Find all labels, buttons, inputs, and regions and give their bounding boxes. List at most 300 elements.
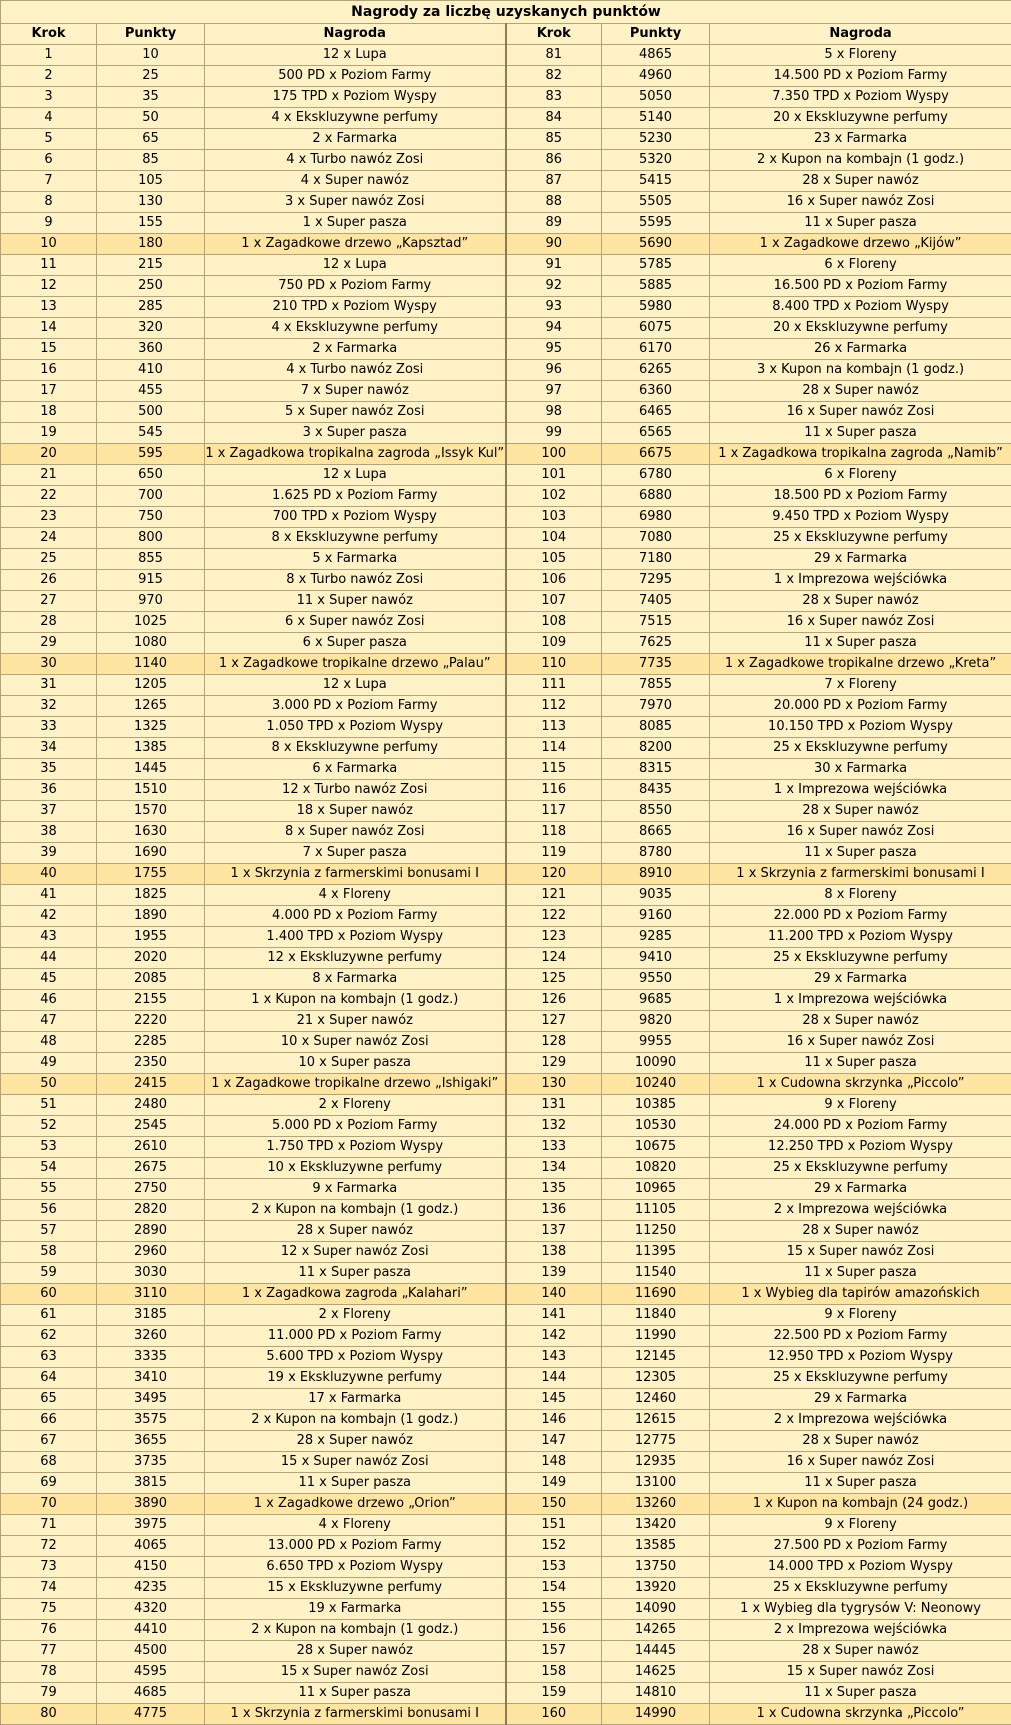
cell-step: 62 xyxy=(1,1326,97,1347)
cell-step: 155 xyxy=(506,1599,602,1620)
table-row xyxy=(1,192,1011,213)
cell-points: 9410 xyxy=(602,948,710,969)
cell-points: 3260 xyxy=(97,1326,205,1347)
cell-reward: 3 x Super pasza xyxy=(205,423,506,444)
cell-reward: 28 x Super nawóz xyxy=(205,1641,506,1662)
cell-step: 34 xyxy=(1,738,97,759)
cell-points: 13920 xyxy=(602,1578,710,1599)
cell-points: 1385 xyxy=(97,738,205,759)
cell-reward: 25 x Ekskluzywne perfumy xyxy=(710,1578,1011,1599)
cell-step: 116 xyxy=(506,780,602,801)
cell-reward: 1 x Kupon na kombajn (1 godz.) xyxy=(205,990,506,1011)
cell-step: 152 xyxy=(506,1536,602,1557)
cell-points: 2415 xyxy=(97,1074,205,1095)
cell-points: 750 xyxy=(97,507,205,528)
table-row xyxy=(1,1137,1011,1158)
cell-points: 9160 xyxy=(602,906,710,927)
cell-step: 60 xyxy=(1,1284,97,1305)
cell-step: 28 xyxy=(1,612,97,633)
table-row xyxy=(1,108,1011,129)
cell-step: 7 xyxy=(1,171,97,192)
cell-step: 137 xyxy=(506,1221,602,1242)
table-row xyxy=(1,150,1011,171)
cell-reward: 12 x Super nawóz Zosi xyxy=(205,1242,506,1263)
cell-step: 36 xyxy=(1,780,97,801)
cell-reward: 4.000 PD x Poziom Farmy xyxy=(205,906,506,927)
cell-reward: 12 x Lupa xyxy=(205,45,506,66)
cell-step: 67 xyxy=(1,1431,97,1452)
cell-points: 10090 xyxy=(602,1053,710,1074)
cell-reward: 8 x Ekskluzywne perfumy xyxy=(205,528,506,549)
cell-points: 1890 xyxy=(97,906,205,927)
cell-step: 33 xyxy=(1,717,97,738)
cell-reward: 29 x Farmarka xyxy=(710,1179,1011,1200)
cell-reward: 25 x Ekskluzywne perfumy xyxy=(710,1158,1011,1179)
cell-reward: 29 x Farmarka xyxy=(710,1389,1011,1410)
cell-points: 11840 xyxy=(602,1305,710,1326)
cell-step: 87 xyxy=(506,171,602,192)
cell-reward: 11 x Super pasza xyxy=(205,1263,506,1284)
cell-points: 4320 xyxy=(97,1599,205,1620)
cell-step: 73 xyxy=(1,1557,97,1578)
cell-step: 76 xyxy=(1,1620,97,1641)
cell-step: 138 xyxy=(506,1242,602,1263)
cell-reward: 1 x Skrzynia z farmerskimi bonusami I xyxy=(205,864,506,885)
cell-reward: 1 x Imprezowa wejściówka xyxy=(710,990,1011,1011)
cell-reward: 15 x Super nawóz Zosi xyxy=(205,1662,506,1683)
cell-step: 4 xyxy=(1,108,97,129)
cell-reward: 11.200 TPD x Poziom Wyspy xyxy=(710,927,1011,948)
table-row xyxy=(1,45,1011,66)
cell-reward: 1 x Cudowna skrzynka „Piccolo” xyxy=(710,1074,1011,1095)
cell-step: 117 xyxy=(506,801,602,822)
table-row xyxy=(1,255,1011,276)
cell-points: 2220 xyxy=(97,1011,205,1032)
cell-points: 14445 xyxy=(602,1641,710,1662)
cell-step: 158 xyxy=(506,1662,602,1683)
cell-reward: 5.600 TPD x Poziom Wyspy xyxy=(205,1347,506,1368)
cell-step: 39 xyxy=(1,843,97,864)
table-row xyxy=(1,1641,1011,1662)
table-row xyxy=(1,927,1011,948)
cell-step: 13 xyxy=(1,297,97,318)
cell-step: 43 xyxy=(1,927,97,948)
cell-points: 6780 xyxy=(602,465,710,486)
cell-reward: 16 x Super nawóz Zosi xyxy=(710,192,1011,213)
cell-points: 14810 xyxy=(602,1683,710,1704)
table-row xyxy=(1,1389,1011,1410)
cell-step: 82 xyxy=(506,66,602,87)
cell-step: 108 xyxy=(506,612,602,633)
cell-points: 2285 xyxy=(97,1032,205,1053)
table-row xyxy=(1,1452,1011,1473)
cell-step: 139 xyxy=(506,1263,602,1284)
cell-step: 119 xyxy=(506,843,602,864)
table-row xyxy=(1,1221,1011,1242)
cell-reward: 5 x Super nawóz Zosi xyxy=(205,402,506,423)
cell-points: 5785 xyxy=(602,255,710,276)
cell-points: 410 xyxy=(97,360,205,381)
cell-reward: 7 x Super pasza xyxy=(205,843,506,864)
cell-points: 5050 xyxy=(602,87,710,108)
cell-reward: 1 x Imprezowa wejściówka xyxy=(710,780,1011,801)
cell-step: 149 xyxy=(506,1473,602,1494)
table-row xyxy=(1,843,1011,864)
cell-reward: 1 x Zagadkowe tropikalne drzewo „Kreta” xyxy=(710,654,1011,675)
cell-step: 146 xyxy=(506,1410,602,1431)
table-row xyxy=(1,570,1011,591)
cell-points: 3890 xyxy=(97,1494,205,1515)
cell-reward: 9 x Floreny xyxy=(710,1095,1011,1116)
cell-step: 5 xyxy=(1,129,97,150)
cell-points: 1445 xyxy=(97,759,205,780)
cell-points: 2610 xyxy=(97,1137,205,1158)
cell-step: 100 xyxy=(506,444,602,465)
cell-reward: 28 x Super nawóz xyxy=(710,1431,1011,1452)
cell-points: 11690 xyxy=(602,1284,710,1305)
cell-step: 122 xyxy=(506,906,602,927)
cell-reward: 9 x Floreny xyxy=(710,1515,1011,1536)
cell-reward: 18 x Super nawóz xyxy=(205,801,506,822)
cell-points: 1955 xyxy=(97,927,205,948)
cell-reward: 4 x Turbo nawóz Zosi xyxy=(205,150,506,171)
cell-step: 23 xyxy=(1,507,97,528)
cell-step: 54 xyxy=(1,1158,97,1179)
cell-points: 12460 xyxy=(602,1389,710,1410)
cell-reward: 1 x Skrzynia z farmerskimi bonusami I xyxy=(710,864,1011,885)
cell-reward: 2 x Imprezowa wejściówka xyxy=(710,1620,1011,1641)
cell-reward: 16 x Super nawóz Zosi xyxy=(710,1452,1011,1473)
cell-step: 132 xyxy=(506,1116,602,1137)
cell-step: 68 xyxy=(1,1452,97,1473)
table-row xyxy=(1,444,1011,465)
cell-reward: 16 x Super nawóz Zosi xyxy=(710,822,1011,843)
cell-points: 6565 xyxy=(602,423,710,444)
cell-step: 112 xyxy=(506,696,602,717)
cell-reward: 1 x Wybieg dla tapirów amazońskich xyxy=(710,1284,1011,1305)
cell-points: 2820 xyxy=(97,1200,205,1221)
cell-reward: 11 x Super pasza xyxy=(710,843,1011,864)
table-row xyxy=(1,1053,1011,1074)
cell-reward: 11 x Super pasza xyxy=(710,423,1011,444)
cell-reward: 210 TPD x Poziom Wyspy xyxy=(205,297,506,318)
table-row xyxy=(1,1095,1011,1116)
cell-reward: 2 x Farmarka xyxy=(205,129,506,150)
cell-reward: 2 x Kupon na kombajn (1 godz.) xyxy=(205,1410,506,1431)
cell-reward: 2 x Kupon na kombajn (1 godz.) xyxy=(710,150,1011,171)
table-row xyxy=(1,801,1011,822)
cell-step: 145 xyxy=(506,1389,602,1410)
cell-step: 79 xyxy=(1,1683,97,1704)
cell-step: 109 xyxy=(506,633,602,654)
cell-points: 545 xyxy=(97,423,205,444)
cell-reward: 4 x Ekskluzywne perfumy xyxy=(205,318,506,339)
table-row xyxy=(1,1599,1011,1620)
cell-step: 38 xyxy=(1,822,97,843)
table-row xyxy=(1,822,1011,843)
cell-reward: 13.000 PD x Poziom Farmy xyxy=(205,1536,506,1557)
cell-points: 130 xyxy=(97,192,205,213)
header-nagroda: Nagroda xyxy=(710,24,1011,45)
table-row xyxy=(1,213,1011,234)
cell-step: 110 xyxy=(506,654,602,675)
cell-step: 134 xyxy=(506,1158,602,1179)
cell-points: 5885 xyxy=(602,276,710,297)
table-row xyxy=(1,1473,1011,1494)
cell-points: 2085 xyxy=(97,969,205,990)
cell-points: 180 xyxy=(97,234,205,255)
cell-step: 106 xyxy=(506,570,602,591)
cell-points: 4685 xyxy=(97,1683,205,1704)
cell-step: 144 xyxy=(506,1368,602,1389)
cell-step: 59 xyxy=(1,1263,97,1284)
header-krok: Krok xyxy=(1,24,97,45)
cell-points: 4500 xyxy=(97,1641,205,1662)
cell-reward: 750 PD x Poziom Farmy xyxy=(205,276,506,297)
cell-step: 97 xyxy=(506,381,602,402)
cell-reward: 2 x Floreny xyxy=(205,1095,506,1116)
cell-reward: 1 x Zagadkowa zagroda „Kalahari” xyxy=(205,1284,506,1305)
cell-step: 120 xyxy=(506,864,602,885)
cell-points: 12305 xyxy=(602,1368,710,1389)
cell-reward: 20 x Ekskluzywne perfumy xyxy=(710,318,1011,339)
cell-step: 93 xyxy=(506,297,602,318)
cell-points: 3495 xyxy=(97,1389,205,1410)
cell-reward: 12 x Lupa xyxy=(205,465,506,486)
cell-reward: 700 TPD x Poziom Wyspy xyxy=(205,507,506,528)
cell-points: 1080 xyxy=(97,633,205,654)
table-row xyxy=(1,738,1011,759)
cell-points: 3975 xyxy=(97,1515,205,1536)
cell-points: 13585 xyxy=(602,1536,710,1557)
cell-points: 10385 xyxy=(602,1095,710,1116)
table-row xyxy=(1,990,1011,1011)
cell-points: 4865 xyxy=(602,45,710,66)
cell-step: 14 xyxy=(1,318,97,339)
cell-step: 25 xyxy=(1,549,97,570)
cell-points: 25 xyxy=(97,66,205,87)
cell-reward: 20 x Ekskluzywne perfumy xyxy=(710,108,1011,129)
cell-reward: 11 x Super pasza xyxy=(710,633,1011,654)
cell-points: 2350 xyxy=(97,1053,205,1074)
cell-reward: 15 x Ekskluzywne perfumy xyxy=(205,1578,506,1599)
cell-points: 9820 xyxy=(602,1011,710,1032)
cell-points: 8085 xyxy=(602,717,710,738)
cell-points: 5140 xyxy=(602,108,710,129)
cell-step: 90 xyxy=(506,234,602,255)
cell-points: 8550 xyxy=(602,801,710,822)
cell-points: 5230 xyxy=(602,129,710,150)
cell-reward: 11 x Super pasza xyxy=(205,1473,506,1494)
cell-points: 3335 xyxy=(97,1347,205,1368)
cell-step: 94 xyxy=(506,318,602,339)
cell-points: 10530 xyxy=(602,1116,710,1137)
cell-points: 6980 xyxy=(602,507,710,528)
cell-points: 9955 xyxy=(602,1032,710,1053)
table-row xyxy=(1,906,1011,927)
table-row xyxy=(1,381,1011,402)
cell-reward: 4 x Floreny xyxy=(205,885,506,906)
cell-reward: 4 x Ekskluzywne perfumy xyxy=(205,108,506,129)
cell-points: 7295 xyxy=(602,570,710,591)
table-row xyxy=(1,696,1011,717)
cell-reward: 10 x Ekskluzywne perfumy xyxy=(205,1158,506,1179)
cell-points: 8910 xyxy=(602,864,710,885)
table-row xyxy=(1,1158,1011,1179)
cell-step: 150 xyxy=(506,1494,602,1515)
cell-reward: 6 x Farmarka xyxy=(205,759,506,780)
cell-step: 115 xyxy=(506,759,602,780)
cell-step: 18 xyxy=(1,402,97,423)
cell-points: 50 xyxy=(97,108,205,129)
cell-points: 13420 xyxy=(602,1515,710,1536)
cell-step: 83 xyxy=(506,87,602,108)
header-nagroda: Nagroda xyxy=(205,24,506,45)
cell-points: 14265 xyxy=(602,1620,710,1641)
table-body xyxy=(1,45,1011,1725)
cell-step: 40 xyxy=(1,864,97,885)
cell-step: 12 xyxy=(1,276,97,297)
cell-points: 9035 xyxy=(602,885,710,906)
cell-reward: 28 x Super nawóz xyxy=(710,1011,1011,1032)
cell-reward: 28 x Super nawóz xyxy=(710,801,1011,822)
cell-step: 2 xyxy=(1,66,97,87)
cell-step: 80 xyxy=(1,1704,97,1725)
cell-points: 4775 xyxy=(97,1704,205,1725)
table-row xyxy=(1,780,1011,801)
cell-points: 8315 xyxy=(602,759,710,780)
cell-reward: 12.250 TPD x Poziom Wyspy xyxy=(710,1137,1011,1158)
table-row xyxy=(1,129,1011,150)
cell-reward: 25 x Ekskluzywne perfumy xyxy=(710,738,1011,759)
cell-step: 131 xyxy=(506,1095,602,1116)
cell-step: 37 xyxy=(1,801,97,822)
cell-reward: 10 x Super nawóz Zosi xyxy=(205,1032,506,1053)
cell-points: 4065 xyxy=(97,1536,205,1557)
cell-step: 98 xyxy=(506,402,602,423)
cell-step: 63 xyxy=(1,1347,97,1368)
cell-step: 51 xyxy=(1,1095,97,1116)
cell-step: 72 xyxy=(1,1536,97,1557)
cell-points: 2675 xyxy=(97,1158,205,1179)
cell-step: 50 xyxy=(1,1074,97,1095)
cell-step: 121 xyxy=(506,885,602,906)
cell-step: 35 xyxy=(1,759,97,780)
cell-step: 1 xyxy=(1,45,97,66)
cell-step: 157 xyxy=(506,1641,602,1662)
table-row xyxy=(1,66,1011,87)
cell-step: 127 xyxy=(506,1011,602,1032)
cell-step: 159 xyxy=(506,1683,602,1704)
cell-reward: 8 x Turbo nawóz Zosi xyxy=(205,570,506,591)
cell-points: 4960 xyxy=(602,66,710,87)
cell-reward: 2 x Kupon na kombajn (1 godz.) xyxy=(205,1620,506,1641)
cell-points: 5595 xyxy=(602,213,710,234)
cell-step: 153 xyxy=(506,1557,602,1578)
table-row xyxy=(1,591,1011,612)
cell-step: 26 xyxy=(1,570,97,591)
cell-points: 800 xyxy=(97,528,205,549)
cell-reward: 9.450 TPD x Poziom Wyspy xyxy=(710,507,1011,528)
cell-step: 45 xyxy=(1,969,97,990)
cell-step: 89 xyxy=(506,213,602,234)
cell-reward: 1 x Skrzynia z farmerskimi bonusami I xyxy=(205,1704,506,1725)
cell-points: 85 xyxy=(97,150,205,171)
cell-reward: 1.050 TPD x Poziom Wyspy xyxy=(205,717,506,738)
table-row xyxy=(1,1431,1011,1452)
cell-step: 27 xyxy=(1,591,97,612)
table-row xyxy=(1,402,1011,423)
cell-reward: 4 x Super nawóz xyxy=(205,171,506,192)
table-row xyxy=(1,717,1011,738)
table-row xyxy=(1,1074,1011,1095)
cell-step: 114 xyxy=(506,738,602,759)
cell-points: 12615 xyxy=(602,1410,710,1431)
cell-step: 65 xyxy=(1,1389,97,1410)
cell-reward: 21 x Super nawóz xyxy=(205,1011,506,1032)
cell-step: 3 xyxy=(1,87,97,108)
cell-reward: 22.500 PD x Poziom Farmy xyxy=(710,1326,1011,1347)
cell-step: 151 xyxy=(506,1515,602,1536)
cell-points: 1630 xyxy=(97,822,205,843)
cell-points: 8435 xyxy=(602,780,710,801)
cell-step: 124 xyxy=(506,948,602,969)
cell-points: 6170 xyxy=(602,339,710,360)
cell-points: 855 xyxy=(97,549,205,570)
cell-points: 7405 xyxy=(602,591,710,612)
cell-points: 11105 xyxy=(602,1200,710,1221)
cell-points: 12145 xyxy=(602,1347,710,1368)
cell-reward: 20.000 PD x Poziom Farmy xyxy=(710,696,1011,717)
cell-step: 102 xyxy=(506,486,602,507)
cell-reward: 9 x Farmarka xyxy=(205,1179,506,1200)
cell-step: 29 xyxy=(1,633,97,654)
cell-reward: 1 x Wybieg dla tygrysów V: Neonowy xyxy=(710,1599,1011,1620)
table-row xyxy=(1,1662,1011,1683)
cell-points: 7515 xyxy=(602,612,710,633)
cell-step: 101 xyxy=(506,465,602,486)
cell-reward: 4 x Floreny xyxy=(205,1515,506,1536)
table-row xyxy=(1,318,1011,339)
cell-reward: 1 x Zagadkowa tropikalna zagroda „Issyk Kul” xyxy=(205,444,506,465)
cell-points: 12935 xyxy=(602,1452,710,1473)
cell-points: 250 xyxy=(97,276,205,297)
cell-points: 3815 xyxy=(97,1473,205,1494)
cell-reward: 5 x Farmarka xyxy=(205,549,506,570)
cell-points: 3655 xyxy=(97,1431,205,1452)
table-row xyxy=(1,1179,1011,1200)
cell-points: 3575 xyxy=(97,1410,205,1431)
cell-points: 6075 xyxy=(602,318,710,339)
cell-reward: 7 x Super nawóz xyxy=(205,381,506,402)
cell-step: 74 xyxy=(1,1578,97,1599)
cell-points: 4595 xyxy=(97,1662,205,1683)
cell-reward: 1 x Zagadkowa tropikalna zagroda „Namib” xyxy=(710,444,1011,465)
cell-step: 61 xyxy=(1,1305,97,1326)
cell-points: 2750 xyxy=(97,1179,205,1200)
cell-points: 970 xyxy=(97,591,205,612)
cell-points: 10 xyxy=(97,45,205,66)
header-punkty: Punkty xyxy=(602,24,710,45)
table-row xyxy=(1,1032,1011,1053)
cell-step: 148 xyxy=(506,1452,602,1473)
cell-points: 5690 xyxy=(602,234,710,255)
cell-reward: 16 x Super nawóz Zosi xyxy=(710,1032,1011,1053)
cell-reward: 500 PD x Poziom Farmy xyxy=(205,66,506,87)
table-row xyxy=(1,1704,1011,1725)
cell-points: 1690 xyxy=(97,843,205,864)
table-row xyxy=(1,276,1011,297)
